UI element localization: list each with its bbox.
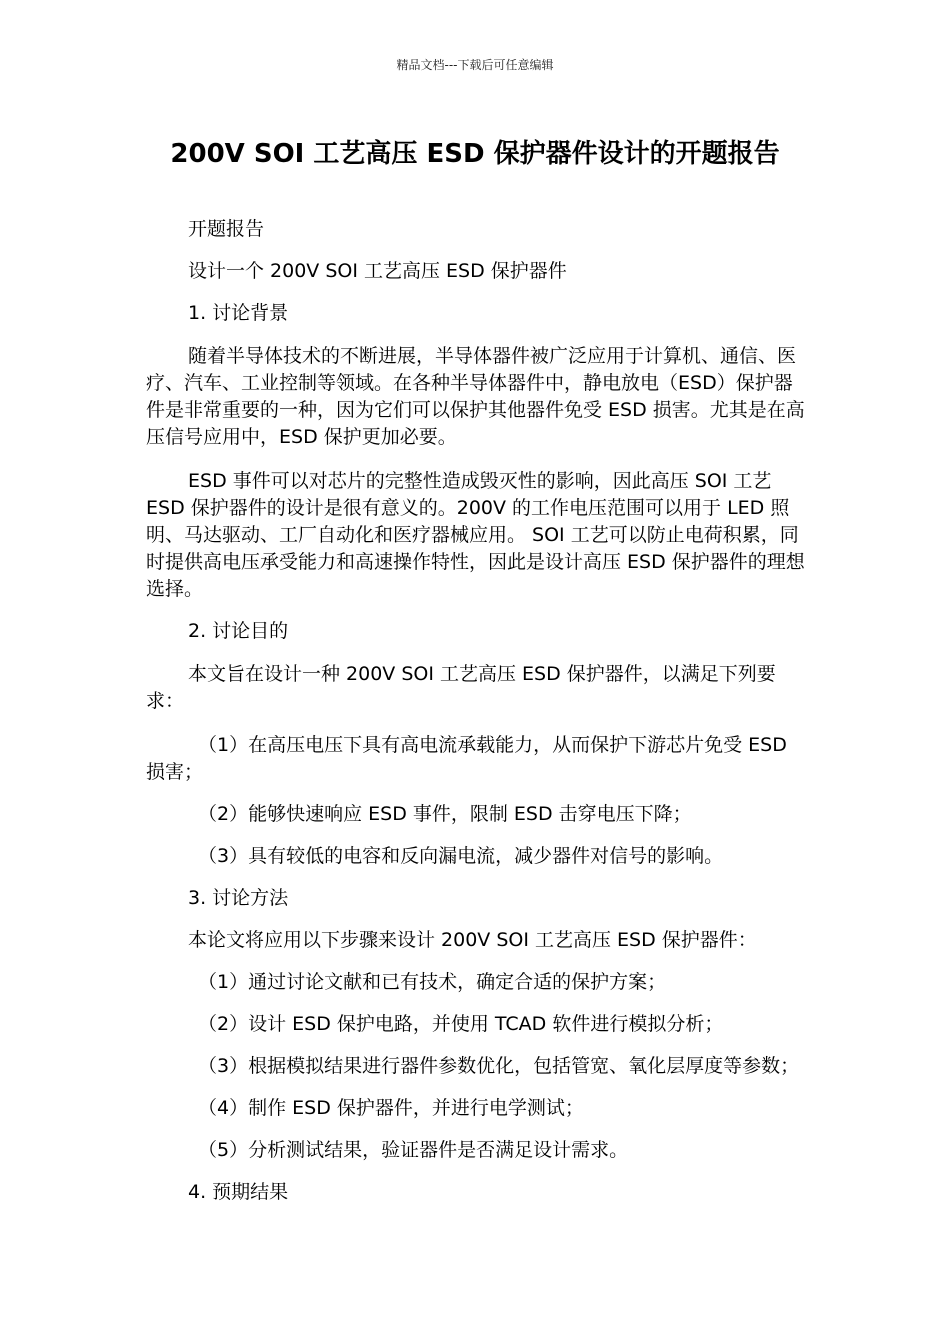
requirement-item-1: （1）在高压电压下具有高电流承载能力，从而保护下游芯片免受 ESD 损害； xyxy=(146,734,787,783)
section-heading-background: 1. 讨论背景 xyxy=(188,302,289,324)
paragraph-background-2: ESD 事件可以对芯片的完整性造成毁灭性的影响，因此高压 SOI 工艺 ESD 保护器件的设计是很有意义的。200V 的工作电压范围可以用于 LED 照明、马达驱动、工厂自动化和医疗器械应用。 SOI 工艺可以防止电荷积累，同时提供高电压承受能力和高速操作特性，因此是设计高压 ESD 保护器件的理想选择。 xyxy=(146,470,805,600)
paragraph-method-intro: 本论文将应用以下步骤来设计 200V SOI 工艺高压 ESD 保护器件： xyxy=(188,929,757,951)
method-step-3: （3）根据模拟结果进行器件参数优化，包括管宽、氧化层厚度等参数； xyxy=(198,1055,800,1077)
section-heading-expected-results: 4. 预期结果 xyxy=(188,1181,289,1203)
section-heading-method: 3. 讨论方法 xyxy=(188,887,289,909)
method-step-1: （1）通过讨论文献和已有技术，确定合适的保护方案； xyxy=(198,971,667,993)
paragraph-background-1: 随着半导体技术的不断进展，半导体器件被广泛应用于计算机、通信、医疗、汽车、工业控制等领域。在各种半导体器件中，静电放电（ESD）保护器件是非常重要的一种，因为它们可以保护其他器件免受 ESD 损害。尤其是在高压信号应用中，ESD 保护更加必要。 xyxy=(146,345,805,448)
method-step-2: （2）设计 ESD 保护电路，并使用 TCAD 软件进行模拟分析； xyxy=(198,1013,724,1035)
paragraph-design-goal: 设计一个 200V SOI 工艺高压 ESD 保护器件 xyxy=(188,260,567,282)
document-body xyxy=(146,216,806,1206)
document-title: 200V SOI 工艺高压 ESD 保护器件设计的开题报告 xyxy=(170,139,780,169)
paragraph-purpose-intro: 本文旨在设计一种 200V SOI 工艺高压 ESD 保护器件，以满足下列要求： xyxy=(146,663,776,712)
header-note: 精品文档---下载后可任意编辑 xyxy=(396,58,554,72)
paragraph-report-label: 开题报告 xyxy=(188,218,265,240)
requirement-item-3: （3）具有较低的电容和反向漏电流，减少器件对信号的影响。 xyxy=(198,845,724,867)
requirement-item-2: （2）能够快速响应 ESD 事件，限制 ESD 击穿电压下降； xyxy=(198,803,692,825)
method-step-5: （5）分析测试结果，验证器件是否满足设计需求。 xyxy=(198,1139,629,1161)
method-step-4: （4）制作 ESD 保护器件，并进行电学测试； xyxy=(198,1097,584,1119)
section-heading-purpose: 2. 讨论目的 xyxy=(188,620,289,642)
